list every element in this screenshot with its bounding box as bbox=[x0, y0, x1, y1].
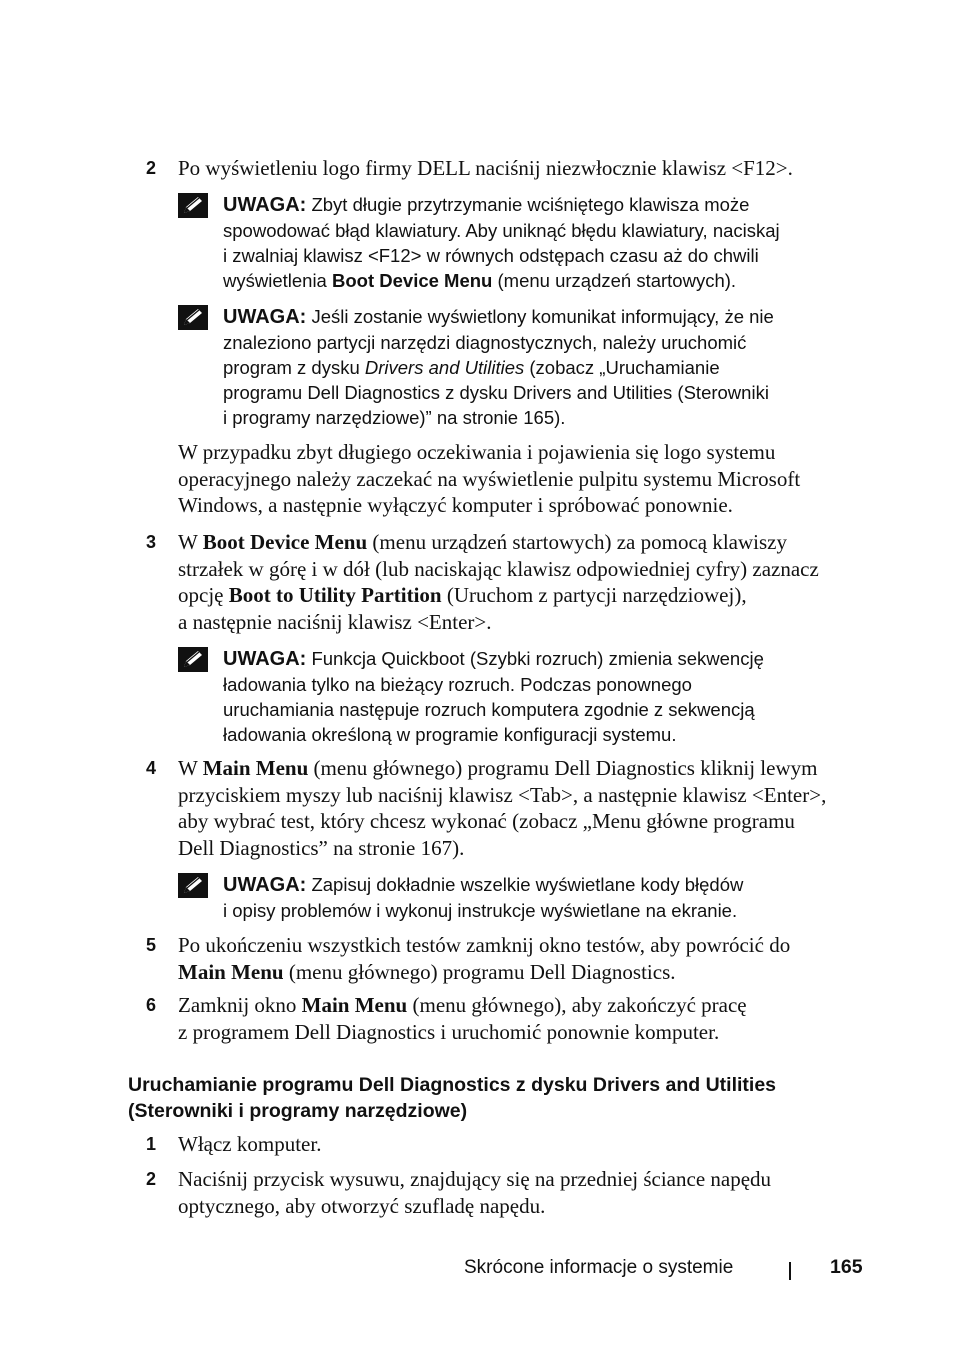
step-text-part: Po ukończeniu wszystkich testów zamknij okno testów, aby powrócić do bbox=[178, 933, 791, 957]
step-text-part: opcję bbox=[178, 583, 229, 607]
step-text-part: a następnie naciśnij klawisz <Enter>. bbox=[178, 609, 492, 634]
step-text-part: W bbox=[178, 756, 203, 780]
step-text bbox=[178, 992, 747, 1045]
step-number: 5 bbox=[146, 935, 157, 955]
step-text-part: (menu głównego) programu Dell Diagnostics kliknij lewym bbox=[308, 756, 818, 780]
step-text-part: Dell Diagnostics” na stronie 167). bbox=[178, 835, 465, 860]
note-text: Jeśli zostanie wyświetlony komunikat informujący, że nie bbox=[311, 306, 774, 327]
footer-title: Skrócone informacje o systemie bbox=[464, 1257, 734, 1278]
note-pencil-icon bbox=[178, 647, 208, 672]
step-text bbox=[178, 755, 826, 861]
step-text-part: przyciskiem myszy lub naciśnij klawisz <Tab>, a następnie klawisz <Enter>, bbox=[178, 782, 827, 807]
section-heading bbox=[128, 1072, 776, 1124]
step-bold-term: Main Menu bbox=[202, 756, 309, 780]
note-text: znaleziono partycji narzędzi diagnostycznych, należy uruchomić bbox=[223, 332, 747, 353]
note-label: UWAGA: bbox=[223, 648, 307, 670]
section-heading-line: Uruchamianie programu Dell Diagnostics z dysku Drivers and Utilities bbox=[128, 1074, 777, 1096]
note-text: Zbyt długie przytrzymanie wciśniętego klawisza może bbox=[311, 194, 750, 215]
note-italic-term: Drivers and Utilities bbox=[364, 357, 525, 378]
step-number: 3 bbox=[146, 532, 157, 552]
step-text-part: Naciśnij przycisk wysuwu, znajdujący się na przedniej ściance napędu bbox=[178, 1167, 772, 1191]
step-bold-term: Boot Device Menu bbox=[202, 530, 368, 554]
note-label: UWAGA: bbox=[223, 306, 307, 328]
step-text-part: (menu głównego) programu Dell Diagnostics. bbox=[283, 959, 676, 984]
note-uwaga-2 bbox=[223, 304, 774, 430]
note-label: UWAGA: bbox=[223, 874, 307, 896]
paragraph-line: Windows, a następnie wyłączyć komputer i spróbować ponownie. bbox=[178, 493, 733, 517]
step-text: Po wyświetleniu logo firmy DELL naciśnij niezwłocznie klawisz <F12>. bbox=[178, 156, 793, 180]
note-text: (menu urządzeń startowych). bbox=[492, 270, 737, 291]
note-text: i opisy problemów i wykonuj instrukcje wyświetlane na ekranie. bbox=[223, 900, 738, 921]
note-text: uruchamiania następuje rozruch komputera zgodnie z sekwencją bbox=[223, 699, 755, 720]
paragraph-line: operacyjnego należy zaczekać na wyświetlenie pulpitu systemu Microsoft bbox=[178, 466, 801, 491]
step-text-part: Zamknij okno bbox=[178, 993, 302, 1017]
step-text-part: optycznego, aby otworzyć szufladę napędu. bbox=[178, 1193, 546, 1218]
note-uwaga-3 bbox=[223, 646, 764, 747]
note-uwaga-4 bbox=[223, 872, 743, 923]
step-text-part: aby wybrać test, który chcesz wykonać (zobacz „Menu główne programu bbox=[178, 809, 795, 833]
step-text-part: z programem Dell Diagnostics i uruchomić ponownie komputer. bbox=[178, 1019, 720, 1044]
note-text: spowodować błąd klawiatury. Aby uniknąć błędu klawiatury, naciskaj bbox=[223, 220, 780, 241]
note-pencil-icon bbox=[178, 305, 208, 330]
note-text: program z dysku bbox=[223, 357, 365, 378]
note-label: UWAGA: bbox=[223, 194, 307, 216]
step-text-part: (Uruchom z partycji narzędziowej), bbox=[441, 583, 747, 607]
step-number: 6 bbox=[146, 995, 157, 1015]
note-text: i programy narzędziowe)” na stronie 165). bbox=[223, 407, 566, 428]
section-heading-line: (Sterowniki i programy narzędziowe) bbox=[128, 1100, 468, 1122]
note-text: (zobacz „Uruchamianie bbox=[524, 357, 720, 378]
note-text: ładowania tylko na bieżący rozruch. Podczas ponownego bbox=[223, 674, 692, 695]
note-pencil-icon bbox=[178, 873, 208, 898]
step-bold-term: Main Menu bbox=[178, 959, 284, 984]
step-text: Włącz komputer. bbox=[178, 1132, 322, 1156]
note-text: ładowania określoną w programie konfiguracji systemu. bbox=[223, 724, 677, 745]
note-bold-term: Boot Device Menu bbox=[332, 270, 493, 291]
step-number: 2 bbox=[146, 158, 157, 178]
paragraph bbox=[178, 439, 800, 519]
step-text bbox=[178, 1166, 771, 1219]
step-text-part: W bbox=[178, 530, 203, 554]
note-text: programu Dell Diagnostics z dysku Drivers and Utilities (Sterowniki bbox=[223, 382, 769, 403]
step-number: 1 bbox=[146, 1134, 157, 1154]
note-text: wyświetlenia bbox=[223, 270, 332, 291]
step-number: 4 bbox=[146, 758, 157, 778]
note-pencil-icon bbox=[178, 193, 208, 218]
step-text bbox=[178, 932, 790, 985]
step-bold-term: Boot to Utility Partition bbox=[228, 583, 442, 607]
note-text: i zwalniaj klawisz <F12> w równych odstępach czasu aż do chwili bbox=[223, 245, 759, 266]
step-text-part: (menu urządzeń startowych) za pomocą klawiszy bbox=[367, 530, 787, 554]
step-bold-term: Main Menu bbox=[301, 993, 408, 1017]
note-text: Funkcja Quickboot (Szybki rozruch) zmienia sekwencję bbox=[311, 648, 764, 669]
footer-separator bbox=[789, 1262, 791, 1280]
page-number: 165 bbox=[830, 1256, 863, 1278]
step-text bbox=[178, 529, 819, 635]
step-text-part: strzałek w górę i w dół (lub naciskając klawisz odpowiedniej cyfry) zaznacz bbox=[178, 556, 819, 581]
paragraph-line: W przypadku zbyt długiego oczekiwania i pojawienia się logo systemu bbox=[178, 440, 776, 464]
note-text: Zapisuj dokładnie wszelkie wyświetlane kody błędów bbox=[311, 874, 744, 895]
step-text-part: (menu głównego), aby zakończyć pracę bbox=[407, 993, 747, 1017]
note-uwaga-1 bbox=[223, 192, 780, 293]
step-number: 2 bbox=[146, 1169, 157, 1189]
